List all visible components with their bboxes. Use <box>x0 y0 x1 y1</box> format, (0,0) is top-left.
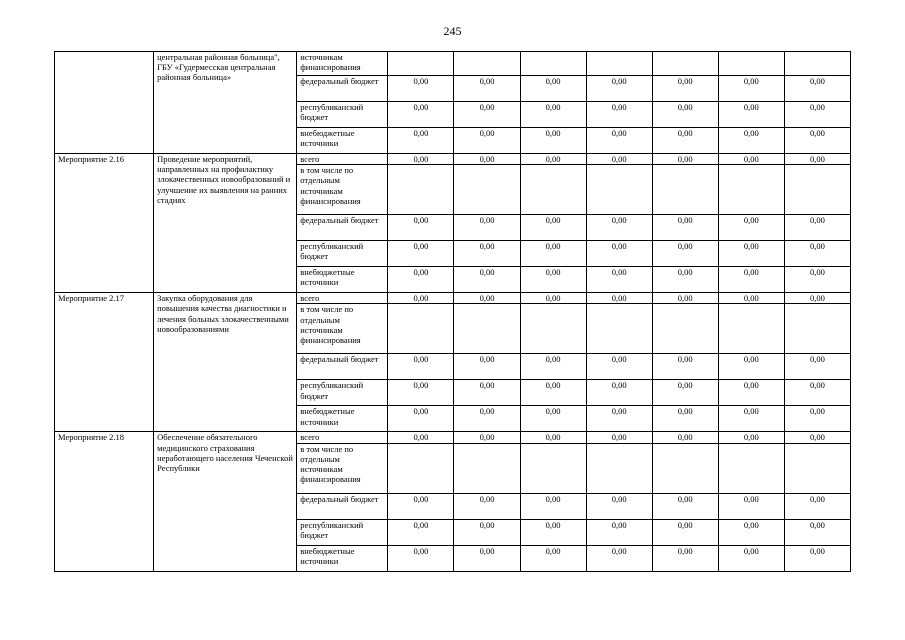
amount-cell: 0,00 <box>454 293 520 304</box>
amount-cell: 0,00 <box>652 406 718 432</box>
amount-cell <box>388 443 454 493</box>
amount-cell <box>652 304 718 354</box>
amount-cell: 0,00 <box>586 293 652 304</box>
amount-cell: 0,00 <box>718 267 784 293</box>
amount-cell: 0,00 <box>454 128 520 154</box>
amount-cell: 0,00 <box>586 493 652 519</box>
amount-cell <box>520 165 586 215</box>
amount-cell: 0,00 <box>454 406 520 432</box>
amount-cell: 0,00 <box>520 128 586 154</box>
event-code-cell <box>55 52 154 154</box>
amount-cell: 0,00 <box>454 380 520 406</box>
amount-cell: 0,00 <box>586 76 652 102</box>
funding-source-cell: всего <box>297 293 388 304</box>
amount-cell: 0,00 <box>454 215 520 241</box>
amount-cell: 0,00 <box>454 241 520 267</box>
amount-cell: 0,00 <box>652 293 718 304</box>
budget-table <box>54 51 851 572</box>
amount-cell <box>388 52 454 76</box>
amount-cell <box>652 443 718 493</box>
amount-cell: 0,00 <box>718 215 784 241</box>
event-name-cell: Проведение мероприятий, направленных на профилактику злокачественных новообразований и улучшение их выявления на ранних стадиях <box>154 154 297 293</box>
amount-cell: 0,00 <box>784 493 850 519</box>
amount-cell <box>520 304 586 354</box>
table-row <box>55 154 851 165</box>
amount-cell: 0,00 <box>388 519 454 545</box>
amount-cell: 0,00 <box>520 154 586 165</box>
amount-cell: 0,00 <box>520 493 586 519</box>
amount-cell: 0,00 <box>718 154 784 165</box>
amount-cell: 0,00 <box>652 102 718 128</box>
amount-cell: 0,00 <box>586 241 652 267</box>
amount-cell: 0,00 <box>454 432 520 443</box>
amount-cell: 0,00 <box>586 354 652 380</box>
amount-cell: 0,00 <box>586 154 652 165</box>
amount-cell <box>718 52 784 76</box>
amount-cell: 0,00 <box>520 380 586 406</box>
amount-cell: 0,00 <box>388 380 454 406</box>
funding-source-cell: в том числе по отдельным источникам финансирования <box>297 443 388 493</box>
amount-cell <box>784 52 850 76</box>
funding-source-cell: республиканский бюджет <box>297 102 388 128</box>
amount-cell <box>388 165 454 215</box>
amount-cell: 0,00 <box>454 493 520 519</box>
funding-source-cell: внебюджетные источники <box>297 267 388 293</box>
amount-cell: 0,00 <box>586 519 652 545</box>
amount-cell: 0,00 <box>454 545 520 571</box>
amount-cell: 0,00 <box>520 76 586 102</box>
event-code-cell: Мероприятие 2.16 <box>55 154 154 293</box>
event-name-cell: центральная районная больница", ГБУ «Гудермесская центральная районная больница» <box>154 52 297 154</box>
funding-source-cell: федеральный бюджет <box>297 493 388 519</box>
amount-cell <box>784 304 850 354</box>
amount-cell: 0,00 <box>520 215 586 241</box>
amount-cell: 0,00 <box>586 432 652 443</box>
amount-cell <box>388 304 454 354</box>
amount-cell: 0,00 <box>652 128 718 154</box>
amount-cell: 0,00 <box>718 76 784 102</box>
amount-cell: 0,00 <box>652 493 718 519</box>
amount-cell: 0,00 <box>718 519 784 545</box>
event-name-cell: Закупка оборудования для повышения качества диагностики и лечения больных злокачественными новообразованиями <box>154 293 297 432</box>
amount-cell <box>784 443 850 493</box>
amount-cell: 0,00 <box>586 406 652 432</box>
funding-source-cell: республиканский бюджет <box>297 519 388 545</box>
table-row <box>55 52 851 76</box>
amount-cell: 0,00 <box>520 293 586 304</box>
table-body <box>55 52 851 572</box>
amount-cell: 0,00 <box>784 354 850 380</box>
amount-cell: 0,00 <box>388 354 454 380</box>
amount-cell: 0,00 <box>520 267 586 293</box>
amount-cell: 0,00 <box>652 215 718 241</box>
amount-cell <box>652 165 718 215</box>
amount-cell: 0,00 <box>388 493 454 519</box>
amount-cell: 0,00 <box>586 128 652 154</box>
amount-cell: 0,00 <box>388 215 454 241</box>
amount-cell: 0,00 <box>718 380 784 406</box>
funding-source-cell: внебюджетные источники <box>297 406 388 432</box>
event-name-cell: Обеспечение обязательного медицинского страхования неработающего населения Чеченской Республики <box>154 432 297 571</box>
amount-cell: 0,00 <box>718 406 784 432</box>
amount-cell: 0,00 <box>388 267 454 293</box>
amount-cell: 0,00 <box>718 102 784 128</box>
amount-cell <box>520 52 586 76</box>
funding-source-cell: федеральный бюджет <box>297 215 388 241</box>
table-row <box>55 432 851 443</box>
amount-cell: 0,00 <box>388 545 454 571</box>
amount-cell: 0,00 <box>586 215 652 241</box>
amount-cell: 0,00 <box>520 354 586 380</box>
amount-cell: 0,00 <box>652 354 718 380</box>
amount-cell: 0,00 <box>718 354 784 380</box>
amount-cell: 0,00 <box>784 519 850 545</box>
amount-cell: 0,00 <box>388 76 454 102</box>
amount-cell: 0,00 <box>652 545 718 571</box>
amount-cell: 0,00 <box>784 293 850 304</box>
amount-cell: 0,00 <box>718 432 784 443</box>
amount-cell: 0,00 <box>784 380 850 406</box>
page-number: 245 <box>443 24 462 38</box>
amount-cell <box>652 52 718 76</box>
amount-cell: 0,00 <box>454 519 520 545</box>
funding-source-cell: всего <box>297 432 388 443</box>
table-row <box>55 293 851 304</box>
amount-cell: 0,00 <box>520 519 586 545</box>
amount-cell: 0,00 <box>652 432 718 443</box>
amount-cell: 0,00 <box>454 102 520 128</box>
funding-source-cell: федеральный бюджет <box>297 76 388 102</box>
amount-cell: 0,00 <box>652 380 718 406</box>
amount-cell: 0,00 <box>652 519 718 545</box>
amount-cell: 0,00 <box>784 545 850 571</box>
amount-cell <box>718 304 784 354</box>
amount-cell <box>718 443 784 493</box>
amount-cell: 0,00 <box>388 293 454 304</box>
funding-source-cell: республиканский бюджет <box>297 380 388 406</box>
funding-source-cell: республиканский бюджет <box>297 241 388 267</box>
event-code-cell: Мероприятие 2.17 <box>55 293 154 432</box>
amount-cell: 0,00 <box>784 406 850 432</box>
amount-cell: 0,00 <box>520 432 586 443</box>
funding-source-cell: всего <box>297 154 388 165</box>
amount-cell <box>454 52 520 76</box>
funding-source-cell: внебюджетные источники <box>297 545 388 571</box>
amount-cell <box>586 52 652 76</box>
amount-cell <box>586 304 652 354</box>
amount-cell <box>520 443 586 493</box>
amount-cell: 0,00 <box>652 267 718 293</box>
amount-cell: 0,00 <box>520 406 586 432</box>
amount-cell <box>454 304 520 354</box>
amount-cell: 0,00 <box>520 241 586 267</box>
amount-cell: 0,00 <box>454 354 520 380</box>
amount-cell: 0,00 <box>718 128 784 154</box>
amount-cell: 0,00 <box>520 102 586 128</box>
amount-cell: 0,00 <box>784 432 850 443</box>
amount-cell: 0,00 <box>784 241 850 267</box>
amount-cell: 0,00 <box>652 76 718 102</box>
amount-cell: 0,00 <box>454 267 520 293</box>
amount-cell <box>454 165 520 215</box>
amount-cell: 0,00 <box>586 102 652 128</box>
amount-cell: 0,00 <box>718 545 784 571</box>
amount-cell: 0,00 <box>586 545 652 571</box>
amount-cell: 0,00 <box>388 154 454 165</box>
amount-cell <box>454 443 520 493</box>
amount-cell <box>718 165 784 215</box>
event-code-cell: Мероприятие 2.18 <box>55 432 154 571</box>
amount-cell: 0,00 <box>784 154 850 165</box>
amount-cell: 0,00 <box>454 154 520 165</box>
funding-source-cell: внебюджетные источники <box>297 128 388 154</box>
amount-cell: 0,00 <box>586 380 652 406</box>
amount-cell: 0,00 <box>784 267 850 293</box>
amount-cell: 0,00 <box>784 128 850 154</box>
amount-cell: 0,00 <box>718 293 784 304</box>
amount-cell: 0,00 <box>388 128 454 154</box>
amount-cell: 0,00 <box>784 76 850 102</box>
amount-cell: 0,00 <box>718 493 784 519</box>
amount-cell: 0,00 <box>784 215 850 241</box>
amount-cell: 0,00 <box>652 154 718 165</box>
amount-cell: 0,00 <box>388 241 454 267</box>
funding-source-cell: в том числе по отдельным источникам финансирования <box>297 165 388 215</box>
funding-source-cell: в том числе по отдельным источникам финансирования <box>297 304 388 354</box>
amount-cell: 0,00 <box>388 432 454 443</box>
amount-cell: 0,00 <box>388 406 454 432</box>
amount-cell: 0,00 <box>784 102 850 128</box>
amount-cell: 0,00 <box>454 76 520 102</box>
amount-cell: 0,00 <box>652 241 718 267</box>
funding-source-cell: федеральный бюджет <box>297 354 388 380</box>
amount-cell <box>586 165 652 215</box>
amount-cell: 0,00 <box>718 241 784 267</box>
amount-cell: 0,00 <box>388 102 454 128</box>
funding-source-cell: источникам финансирования <box>297 52 388 76</box>
amount-cell <box>784 165 850 215</box>
amount-cell: 0,00 <box>586 267 652 293</box>
amount-cell <box>586 443 652 493</box>
amount-cell: 0,00 <box>520 545 586 571</box>
